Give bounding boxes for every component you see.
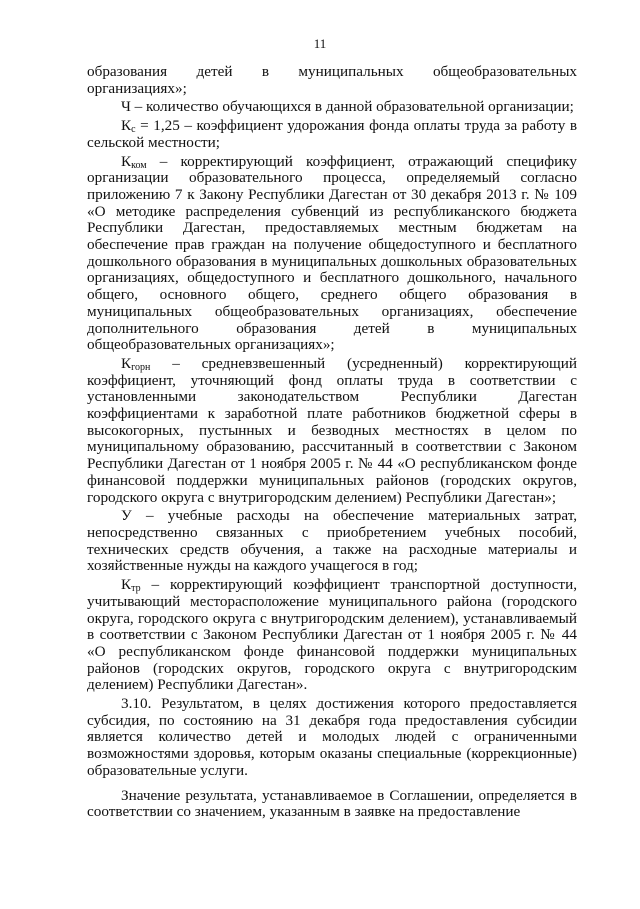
paragraph-ch-definition: Ч – количество обучающихся в данной образовательной организации; (121, 98, 574, 116)
paragraph-3-10: 3.10. Результатом, в целях достижения которого предоставляется субсидия, по состоянию на 31 декабря года предоставления субсидии является количество детей и молодых людей с ограниченными возможностями здоровья, которым оказаны специальные (коррекционные) образовательные услуги. (87, 695, 577, 779)
paragraph-result-value: Значение результата, устанавливаемое в Соглашении, определяется в соответствии со значением, указанным в заявке на предоставление (87, 786, 577, 821)
page-number: 11 (313, 36, 327, 51)
document-body (87, 64, 577, 823)
paragraph-u-definition: У – учебные расходы на обеспечение материальных затрат, непосредственно связанных с приобретением учебных пособий, технических средств обучения, а также на расходные материалы и хозяйственные нужды на каждого учащегося в год; (87, 507, 577, 575)
paragraph-kc-definition: $К_с = 1,25$ – коэффициент удорожания фонда оплаты труда за работу в сельской местности; (87, 117, 577, 151)
paragraph-kgorn-definition: $К_{горн}$ – средневзвешенный (усредненный) корректирующий коэффициент, уточняющий фонд оплаты труда в соответствии с установленными законодательством Республики Дагестан коэффициентами к заработной плате работников бюджетной сферы в высокогорных, пустынных и безводных местностях в целом по муниципальному образованию, рассчитанный в соответствии с Законом Республики Дагестан от 1 ноября 2005 г. № 44 «О республиканском фонде финансовой поддержки муниципальных районов (городских округов, городского округа с внутригородским делением) Республики Дагестан»; (87, 354, 577, 506)
paragraph-kkom-definition: $К_{ком}$ – корректирующий коэффициент, отражающий специфику организации образовательного процесса, определяемый согласно приложению 7 к Закону Республики Дагестан от 30 декабря 2013 г. № 109 «О методике распределения субвенций из республиканского бюджета Республики Дагестан, предоставляемых местным бюджетам на обеспечение прав граждан на получение общедоступного и бесплатного дошкольного образования в муниципальных дошкольных образовательных организациях, общедоступного и бесплатного дошкольного, начального общего, основного общего, среднего общего образования в муниципальных общеобразовательных организациях, обеспечение дополнительного образования детей в муниципальных общеобразовательных организациях»; (87, 152, 577, 354)
paragraph-continuation: образования детей в муниципальных общеобразовательных организациях»; (87, 63, 577, 97)
paragraph-ktr-definition: $К_{тр}$ – корректирующий коэффициент транспортной доступности, учитывающий месторасположение муниципального района (городского округа, городского округа с внутригородским делением), устанавливаемый в соответствии с Законом Республики Дагестан от 1 ноября 2005 г. № 44 «О республиканском фонде финансовой поддержки муниципальных районов (городских округов, городского округа с внутригородским делением) Республики Дагестан». (87, 576, 577, 694)
